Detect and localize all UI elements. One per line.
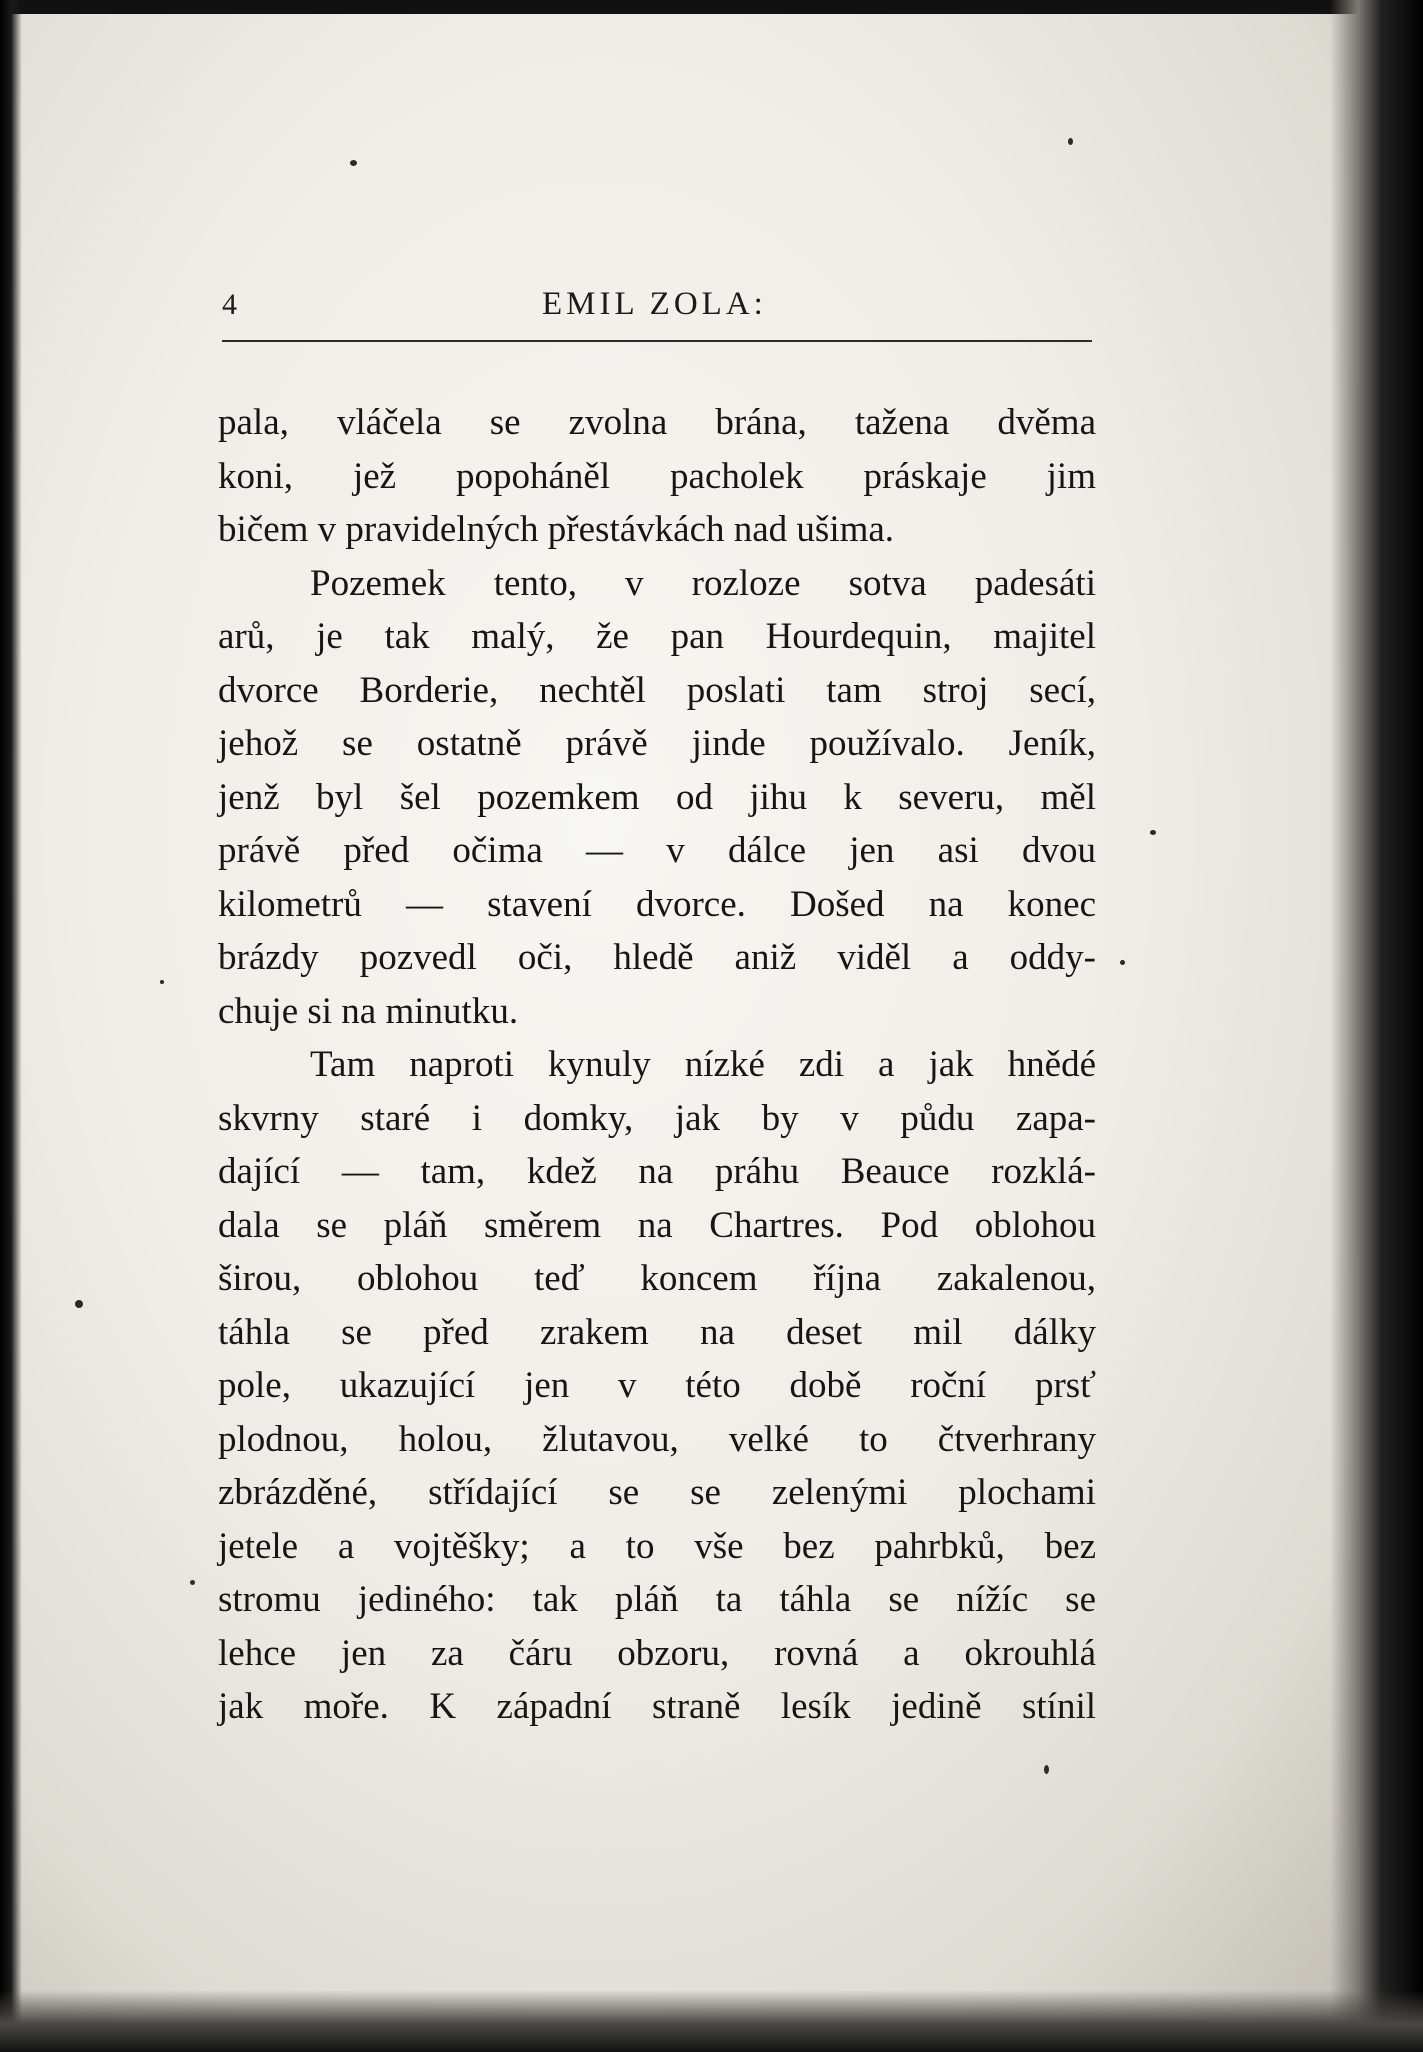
paper-speck: [1120, 960, 1125, 965]
body-text: [218, 396, 1096, 1734]
text-line: brázdy pozvedl oči, hledě aniž viděl a oddy-: [218, 937, 1096, 978]
text-line: zbrázděné, střídající se se zelenými plochami: [218, 1472, 1096, 1513]
paper-speck: [75, 1300, 83, 1308]
text-line: pala, vláčela se zvolna brána, tažena dvěma: [218, 402, 1096, 443]
paper-speck: [190, 1580, 195, 1585]
text-line: jak moře. K západní straně lesík jedině stínil: [218, 1686, 1096, 1727]
text-line: chuje si na minutku.: [218, 990, 519, 1032]
page-number: 4: [222, 288, 237, 321]
text-line: plodnou, holou, žlutavou, velké to čtverhrany: [218, 1418, 1096, 1460]
text-line: skvrny staré i domky, jak by v půdu zapa-: [218, 1097, 1096, 1139]
paragraph: [218, 396, 1096, 557]
paper-speck: [350, 160, 357, 166]
text-line: jenž byl šel pozemkem od jihu k severu, měl: [218, 776, 1096, 818]
paragraph: [218, 1038, 1096, 1734]
text-line: širou, oblohou teď koncem října zakalenou,: [218, 1258, 1096, 1299]
paragraph: [218, 557, 1096, 1039]
text-line: stromu jediného: tak pláň ta táhla se nížíc se: [218, 1579, 1096, 1620]
paper-speck: [160, 980, 164, 984]
scan-edge-right: [1330, 0, 1423, 2052]
text-line: kilometrů — stavení dvorce. Došed na konec: [218, 883, 1096, 925]
text-line: dající — tam, kdež na práhu Beauce rozklá-: [218, 1151, 1096, 1192]
header-rule: [222, 340, 1092, 342]
text-line: právě před očima — v dálce jen asi dvou: [218, 830, 1096, 871]
paper-speck: [1150, 830, 1156, 835]
scan-edge-left: [0, 0, 22, 2052]
text-line: lehce jen za čáru obzoru, rovná a okrouhlá: [218, 1632, 1096, 1674]
scan-edge-bottom: [0, 1990, 1423, 2052]
page-header: [222, 282, 1092, 330]
text-line: Pozemek tento, v rozloze sotva padesáti: [310, 562, 1096, 604]
text-line: arů, je tak malý, že pan Hourdequin, majitel: [218, 616, 1096, 657]
text-line: táhla se před zrakem na deset mil dálky: [218, 1311, 1096, 1353]
text-line: dvorce Borderie, nechtěl poslati tam stroj secí,: [218, 669, 1096, 711]
running-head: EMIL ZOLA:: [542, 286, 767, 322]
paper-speck: [1044, 1765, 1049, 1774]
text-line: jetele a vojtěšky; a to vše bez pahrbků, bez: [218, 1525, 1096, 1567]
scan-edge-top: [0, 0, 1423, 14]
text-line: bičem v pravidelných přestávkách nad ušima.: [218, 509, 895, 550]
text-line: Tam naproti kynuly nízké zdi a jak hnědé: [310, 1044, 1096, 1085]
text-line: koni, jež popoháněl pacholek práskaje jim: [218, 455, 1096, 497]
text-line: pole, ukazující jen v této době roční prsť: [218, 1365, 1096, 1406]
text-line: dala se pláň směrem na Chartres. Pod oblohou: [218, 1204, 1096, 1246]
text-line: jehož se ostatně právě jinde používalo. Jeník,: [218, 723, 1096, 764]
paper-speck: [1068, 138, 1073, 145]
